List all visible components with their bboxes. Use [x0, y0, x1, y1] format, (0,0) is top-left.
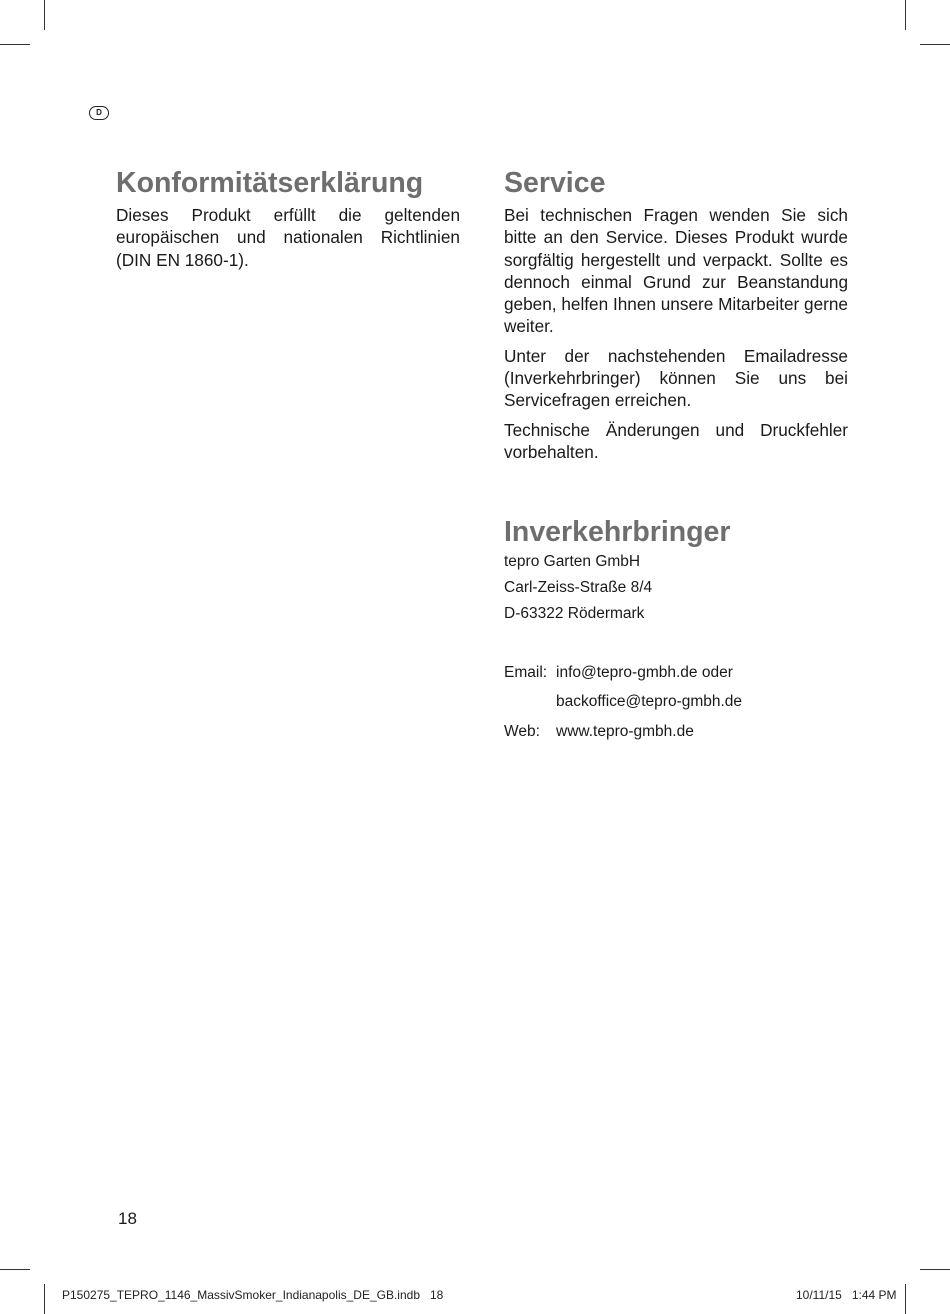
crop-mark-bottom-left-horizontal	[0, 1269, 30, 1270]
service-title: Service	[504, 167, 606, 199]
service-section	[504, 204, 848, 470]
crop-mark-bottom-left-vertical	[44, 1284, 45, 1314]
service-paragraph-3: Technische Änderungen und Druckfehler vorbehalten.	[504, 419, 848, 462]
crop-mark-bottom-right-horizontal	[920, 1269, 950, 1270]
crop-mark-bottom-right-vertical	[905, 1284, 906, 1314]
service-paragraph-2: Unter der nachstehenden Emailadresse (Inverkehrbringer) können Sie uns bei Servicefragen erreichen.	[504, 345, 848, 411]
print-slug-file: P150275_TEPRO_1146_MassivSmoker_Indianapolis_DE_GB.indb 18	[62, 1288, 444, 1302]
email-label: Email:	[504, 664, 548, 681]
web-link[interactable]: www.tepro-gmbh.de	[556, 723, 694, 740]
conformity-section	[116, 204, 460, 278]
distributor-title: Inverkehrbringer	[504, 516, 731, 548]
language-badge: D	[89, 106, 109, 120]
crop-mark-top-right-vertical	[905, 0, 906, 30]
crop-mark-top-right-horizontal	[920, 44, 950, 45]
web-label: Web:	[504, 723, 540, 740]
crop-mark-top-left-vertical	[44, 0, 45, 30]
distributor-city: D-63322 Rödermark	[504, 605, 645, 622]
email-secondary[interactable]: backoffice@tepro-gmbh.de	[556, 693, 743, 710]
print-slug-date: 10/11/15 1:44 PM	[796, 1288, 897, 1302]
page-number: 18	[118, 1209, 137, 1228]
distributor-street: Carl-Zeiss-Straße 8/4	[504, 579, 653, 596]
service-paragraph-1: Bei technischen Fragen wenden Sie sich bitte an den Service. Dieses Produkt wurde sorgfältig hergestellt und verpackt. Sollte es dennoch einmal Grund zur Beanstandung geben, helfen Ihnen unsere Mitarbeiter gerne weiter.	[504, 205, 848, 337]
conformity-title: Konformitätserklärung	[116, 167, 424, 199]
crop-mark-top-left-horizontal	[0, 44, 30, 45]
email-primary[interactable]: info@tepro-gmbh.de oder	[556, 664, 733, 681]
distributor-company: tepro Garten GmbH	[504, 553, 641, 570]
conformity-text: Dieses Produkt erfüllt die geltenden europäischen und nationalen Richtlinien (DIN EN 1860-1).	[116, 205, 460, 270]
